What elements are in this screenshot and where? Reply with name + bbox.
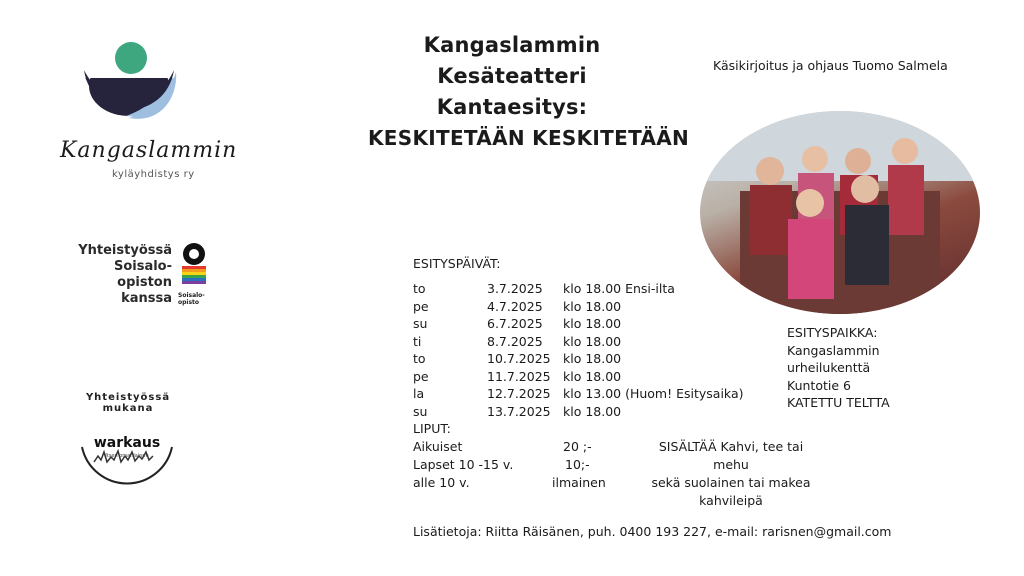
warkaus-tagline: Itsen omanlainen	[105, 453, 149, 459]
ticket-label: Lapset 10 -15 v.	[413, 457, 514, 472]
schedule-date: 8.7.2025	[487, 333, 543, 349]
schedule-date: 13.7.2025	[487, 403, 551, 419]
schedule-date: 3.7.2025	[487, 281, 543, 296]
soisalo-line2: Soisalo-opiston	[113, 259, 172, 290]
schedule-day: la	[413, 386, 425, 401]
venue-line: KATETTU TELTTA	[787, 395, 890, 410]
tickets-table	[413, 438, 653, 492]
schedule-time: klo 18.00	[563, 368, 622, 384]
title-line1: Kangaslammin Kesäteatteri	[423, 33, 601, 88]
venue-line: urheilukenttä	[787, 360, 871, 375]
schedule-day: ti	[413, 333, 422, 349]
soisalo-line3: kanssa	[121, 291, 172, 306]
contact-info: Lisätietoja: Riitta Räisänen, puh. 0400 193 227, e-mail: rarisnen@gmail.com	[413, 524, 892, 539]
schedule-day: pe	[413, 298, 429, 314]
play-name: KESKITETÄÄN KESKITETÄÄN	[368, 126, 690, 150]
warkaus-name: warkaus	[93, 435, 161, 451]
includes-line3: kahvileipä	[699, 493, 763, 508]
venue-line: Kangaslammin	[787, 342, 880, 358]
soisalo-logo	[178, 242, 210, 306]
soisalo-line1: Yhteistyössä	[78, 243, 172, 258]
tickets-includes	[640, 438, 822, 510]
includes-line2: sekä suolainen tai makea	[651, 475, 811, 490]
schedule-day: su	[413, 403, 428, 419]
ticket-price: 20 ;-	[563, 439, 592, 454]
kangaslammi-sub: kyläyhdistys ry	[112, 169, 195, 180]
kangaslammi-logo	[56, 38, 238, 188]
venue	[787, 324, 890, 412]
schedule-date: 4.7.2025	[487, 298, 543, 314]
venue-line: Kuntotie 6	[787, 377, 851, 393]
schedule-day: pe	[413, 368, 429, 384]
soisalo-logo-icon	[178, 242, 210, 288]
ticket-price: ilmainen	[552, 475, 606, 490]
schedule-time: klo 18.00	[563, 403, 622, 419]
schedule-heading: ESITYSPÄIVÄT:	[413, 256, 501, 271]
venue-heading: ESITYSPAIKKA:	[787, 325, 878, 340]
theatre-title	[347, 30, 677, 123]
schedule-day: su	[413, 316, 428, 331]
kangaslammi-name: Kangaslammin	[60, 138, 238, 163]
credits: Käsikirjoitus ja ohjaus Tuomo Salmela	[713, 58, 948, 73]
schedule-day: to	[413, 351, 426, 366]
ticket-label: alle 10 v.	[413, 475, 470, 490]
tickets-heading: LIPUT:	[413, 421, 451, 436]
schedule-time: klo 18.00	[563, 316, 622, 331]
kangaslammi-emblem-icon	[74, 38, 184, 133]
schedule-date: 11.7.2025	[487, 368, 551, 384]
warkaus-arc-text: Yhteistyössä mukana	[85, 392, 171, 414]
schedule-date: 6.7.2025	[487, 316, 543, 331]
schedule-date: 12.7.2025	[487, 386, 551, 401]
schedule-time: klo 18.00	[563, 298, 622, 314]
schedule-time: klo 18.00	[563, 333, 622, 349]
schedule-table	[413, 280, 773, 420]
schedule-time: klo 18.00	[563, 351, 622, 366]
includes-line1: SISÄLTÄÄ Kahvi, tee tai mehu	[658, 439, 804, 472]
schedule-time: klo 18.00 Ensi-ilta	[563, 281, 675, 296]
title-line2: Kantaesitys:	[436, 95, 588, 119]
soisalo-cooperation	[62, 243, 172, 307]
warkaus-logo	[72, 392, 182, 492]
ticket-price: 10;-	[565, 457, 590, 472]
schedule-day: to	[413, 281, 426, 296]
schedule-time: klo 13.00 (Huom! Esitysaika)	[563, 386, 744, 401]
ticket-label: Aikuiset	[413, 439, 463, 454]
soisalo-logo-text: Soisalo-opisto	[178, 292, 205, 306]
schedule-date: 10.7.2025	[487, 351, 551, 366]
